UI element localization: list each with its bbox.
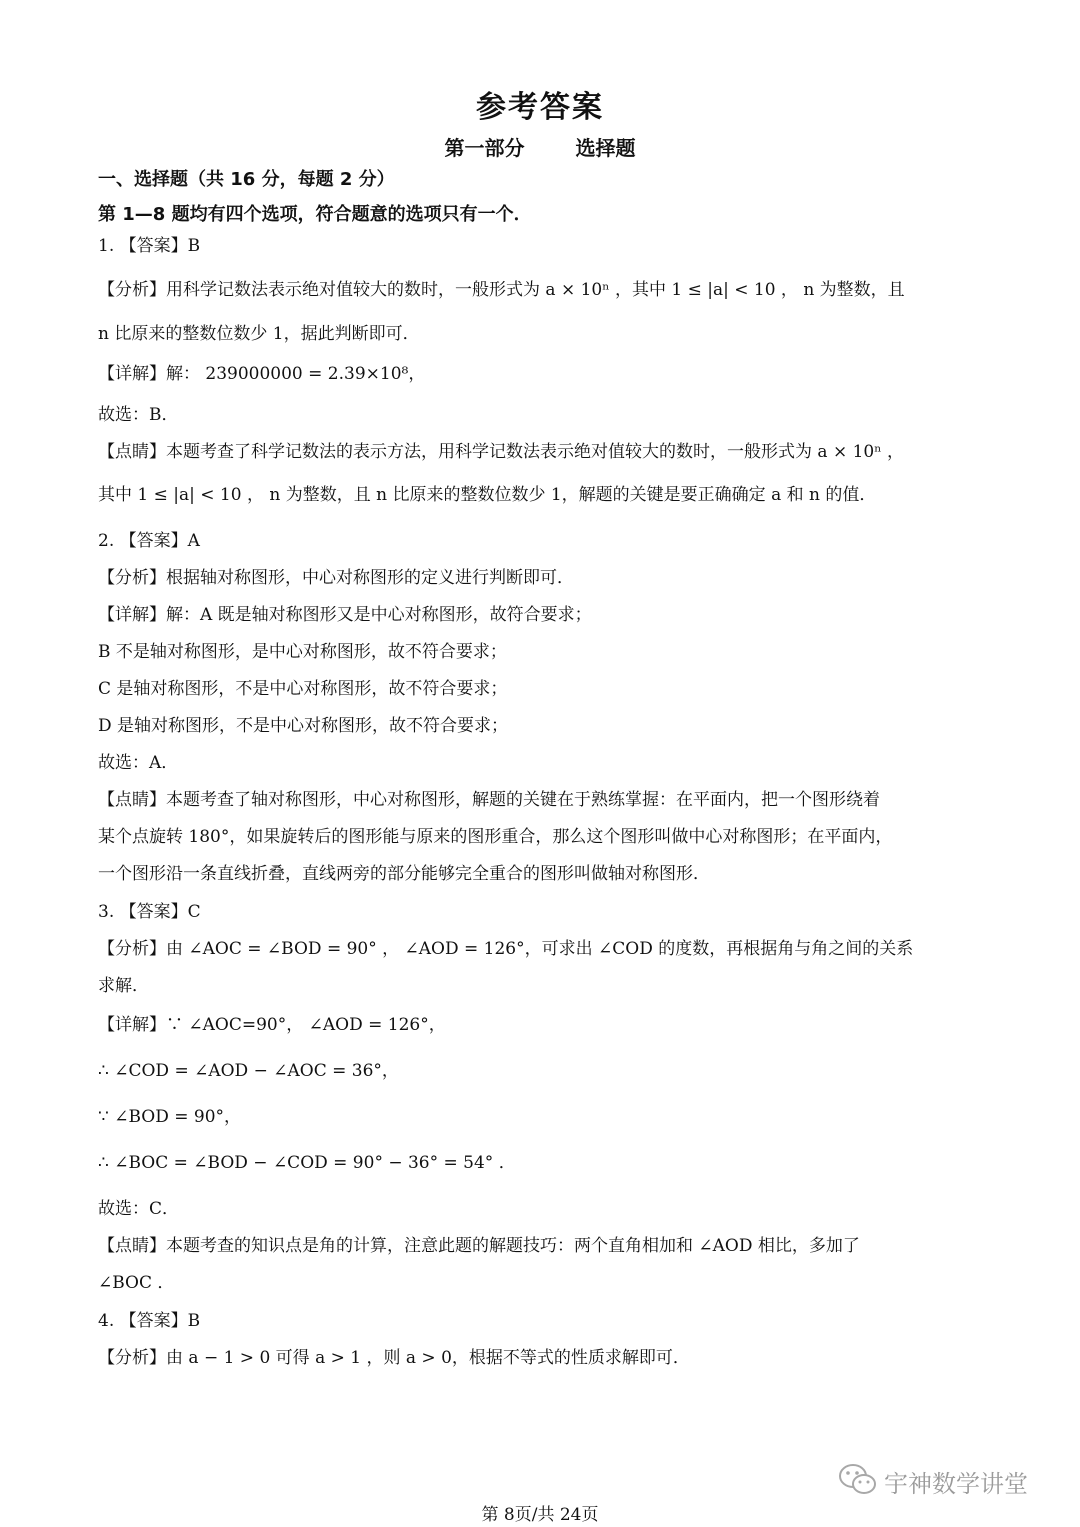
watermark-text: 宇神数学讲堂 [884, 1470, 1028, 1498]
detail-line: ∴ ∠BOC = ∠BOD − ∠COD = 90° − 36° = 54° ． [98, 1153, 516, 1173]
watermark [838, 1460, 1058, 1500]
part-label: 第一部分 [444, 136, 525, 160]
answer-line: 3. 【答案】C [98, 902, 201, 922]
page-footer: 第 8页/共 24页 [481, 1505, 599, 1525]
wechat-icon [838, 1462, 878, 1498]
detail-line: 【详解】解： 239000000 = 2.39×10⁸， [98, 364, 426, 384]
choice-line: 故选：A． [98, 753, 179, 773]
part-kind: 选择题 [575, 136, 636, 160]
analysis-line: 【分析】用科学记数法表示绝对值较大的数时，一般形式为 a × 10ⁿ ，其中 1 ≤ |a| < 10 ， n 为整数，且 [98, 280, 905, 300]
detail-line: 【详解】解：A 既是轴对称图形又是中心对称图形，故符合要求； [98, 605, 592, 625]
comment-line: 【点睛】本题考查了科学记数法的表示方法，用科学记数法表示绝对值较大的数时，一般形式为 a × 10ⁿ ， [98, 442, 904, 462]
comment-line: 【点睛】本题考查的知识点是角的计算，注意此题的解题技巧：两个直角相加和 ∠AOD 相比，多加了 [98, 1236, 860, 1256]
answer-line: 2. 【答案】A [98, 531, 200, 551]
comment-line: 某个点旋转 180°，如果旋转后的图形能与原来的图形重合，那么这个图形叫做中心对称图形；在平面内， [98, 827, 893, 847]
choice-line: 故选：B． [98, 405, 179, 425]
analysis-line: 【分析】由 ∠AOC = ∠BOD = 90° ， ∠AOD = 126°，可求出 ∠COD 的度数，再根据角与角之间的关系 [98, 939, 914, 959]
comment-line: ∠BOC ． [98, 1273, 175, 1293]
comment-line: 【点睛】本题考查了轴对称图形，中心对称图形，解题的关键在于熟练掌握：在平面内，把一个图形绕着 [98, 790, 880, 810]
answer-line: 1. 【答案】B [98, 236, 201, 256]
section-heading: 一、选择题（共 16 分，每题 2 分） [98, 169, 395, 190]
detail-line: B 不是轴对称图形，是中心对称图形，故不符合要求； [98, 642, 507, 662]
comment-line: 其中 1 ≤ |a| < 10 ， n 为整数，且 n 比原来的整数位数少 1，解题的关键是要正确确定 a 和 n 的值． [98, 485, 877, 505]
page-title: 参考答案 [476, 90, 604, 125]
detail-line: ∵ ∠BOD = 90°， [98, 1107, 242, 1127]
detail-line: ∴ ∠COD = ∠AOD − ∠AOC = 36°， [98, 1061, 399, 1081]
answer-line: 4. 【答案】B [98, 1311, 201, 1331]
detail-line: D 是轴对称图形，不是中心对称图形，故不符合要求； [98, 716, 509, 736]
analysis-line: 求解． [98, 976, 149, 996]
detail-line: C 是轴对称图形，不是中心对称图形，故不符合要求； [98, 679, 508, 699]
instruction: 第 1—8 题均有四个选项，符合题意的选项只有一个． [98, 204, 532, 225]
part-heading [0, 132, 1080, 161]
detail-line: 【详解】∵ ∠AOC=90°， ∠AOD = 126°， [98, 1015, 446, 1035]
analysis-line: 【分析】根据轴对称图形，中心对称图形的定义进行判断即可． [98, 568, 574, 588]
comment-line: 一个图形沿一条直线折叠，直线两旁的部分能够完全重合的图形叫做轴对称图形． [98, 864, 710, 884]
choice-line: 故选：C． [98, 1199, 180, 1219]
analysis-line: n 比原来的整数位数少 1，据此判断即可． [98, 324, 420, 344]
analysis-line: 【分析】由 a − 1 > 0 可得 a > 1 ，则 a > 0，根据不等式的性质求解即可． [98, 1348, 690, 1368]
